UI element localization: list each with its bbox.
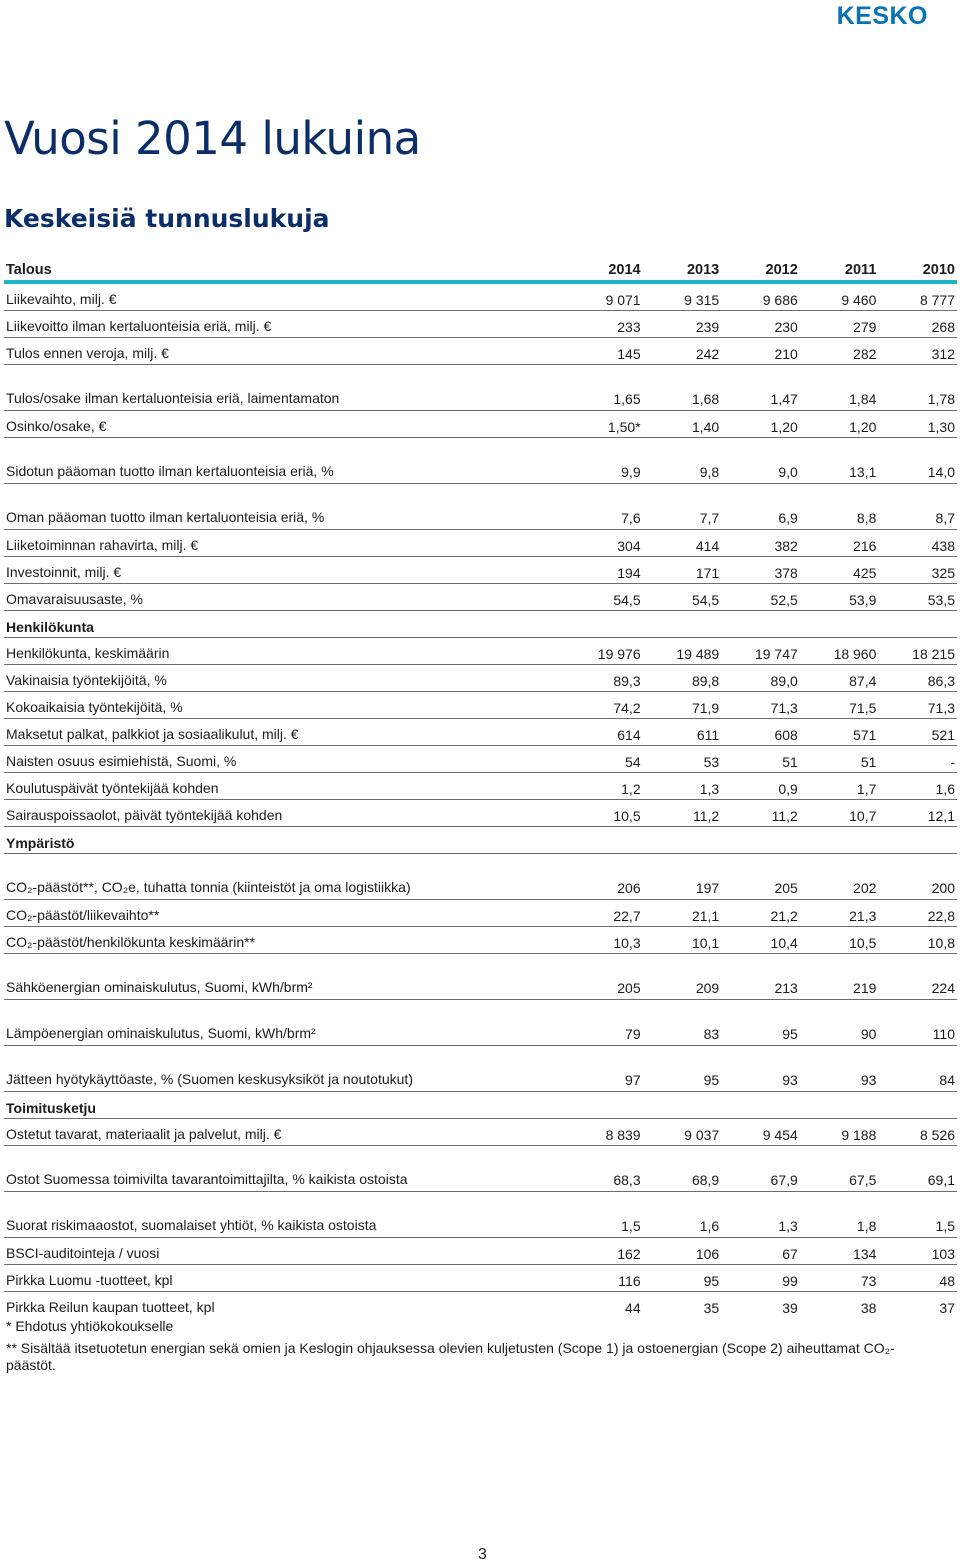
- row-label: Ostetut tavarat, materiaalit ja palvelut, milj. €: [4, 1119, 564, 1146]
- cell-2011: 87,4: [800, 665, 879, 692]
- cell-2014: 19 976: [564, 638, 643, 665]
- cell-2010: 8 777: [878, 282, 957, 311]
- cell-2010: 521: [878, 719, 957, 746]
- row-label: Ostot Suomessa toimivilta tavarantoimittajilta, % kaikista ostoista: [4, 1146, 564, 1192]
- cell-2010: 10,8: [878, 927, 957, 954]
- table-row: [4, 1119, 957, 1146]
- row-label: CO₂-päästöt/henkilökunta keskimäärin**: [4, 927, 564, 954]
- cell-2014: 10,3: [564, 927, 643, 954]
- cell-2014: 1,50*: [564, 411, 643, 438]
- table-row: [4, 1000, 957, 1046]
- cell-2011: 73: [800, 1265, 879, 1292]
- cell-2012: 21,2: [721, 900, 800, 927]
- cell-2014: 1,5: [564, 1192, 643, 1238]
- cell-2011: 282: [800, 338, 879, 365]
- table-row: [4, 927, 957, 954]
- row-label: Naisten osuus esimiehistä, Suomi, %: [4, 746, 564, 773]
- cell-2010: 1,30: [878, 411, 957, 438]
- cell-2011: 8,8: [800, 484, 879, 530]
- cell-2011: 425: [800, 557, 879, 584]
- table-row: [4, 411, 957, 438]
- table-row: [4, 484, 957, 530]
- table-row: [4, 900, 957, 927]
- header-year: 2010: [922, 262, 955, 278]
- cell-2012: 67: [721, 1238, 800, 1265]
- cell-2010: 1,5: [878, 1192, 957, 1238]
- cell-2012: 19 747: [721, 638, 800, 665]
- footnote: * Ehdotus yhtiökokoukselle: [6, 1318, 174, 1334]
- cell-2010: 69,1: [878, 1146, 957, 1192]
- cell-2013: 9,8: [643, 438, 722, 484]
- cell-2010: 84: [878, 1046, 957, 1092]
- table-row: [4, 311, 957, 338]
- table-row: [4, 746, 957, 773]
- cell-2011: 9 460: [800, 282, 879, 311]
- cell-2013: 83: [643, 1000, 722, 1046]
- row-label: Omavaraisuusaste, %: [4, 584, 564, 611]
- row-label: BSCI-auditointeja / vuosi: [4, 1238, 564, 1265]
- table-row: [4, 1292, 957, 1319]
- cell-2013: 197: [643, 854, 722, 900]
- cell-2010: 37: [939, 1300, 955, 1316]
- cell-2012: 6,9: [721, 484, 800, 530]
- row-label: Suorat riskimaaostot, suomalaiset yhtiöt, % kaikista ostoista: [4, 1192, 564, 1238]
- header-talous: Talous: [6, 262, 52, 278]
- cell-2014: 10,5: [564, 800, 643, 827]
- cell-2012: 213: [721, 954, 800, 1000]
- section-row: [4, 827, 957, 854]
- row-label: Investoinnit, milj. €: [4, 557, 564, 584]
- cell-2010: 110: [878, 1000, 957, 1046]
- cell-2012: 205: [721, 854, 800, 900]
- row-label: Sähköenergian ominaiskulutus, Suomi, kWh/brm²: [4, 954, 564, 1000]
- row-label: Tulos/osake ilman kertaluonteisia eriä, laimentamaton: [4, 365, 564, 411]
- table-row: [4, 438, 957, 484]
- cell-2011: 219: [800, 954, 879, 1000]
- cell-2012: 67,9: [721, 1146, 800, 1192]
- cell-2011: 10,7: [800, 800, 879, 827]
- table-header-row: [4, 252, 957, 282]
- cell-2013: 1,6: [643, 1192, 722, 1238]
- cell-2010: 1,6: [878, 773, 957, 800]
- row-label: Liikevaihto, milj. €: [4, 282, 564, 311]
- cell-2014: 79: [564, 1000, 643, 1046]
- cell-2014: 206: [564, 854, 643, 900]
- cell-2013: 171: [643, 557, 722, 584]
- cell-2011: 1,20: [800, 411, 879, 438]
- cell-2014: 145: [564, 338, 643, 365]
- cell-2013: 106: [643, 1238, 722, 1265]
- cell-2011: 38: [860, 1300, 877, 1316]
- cell-2011: 134: [800, 1238, 879, 1265]
- cell-2014: 44: [625, 1300, 641, 1316]
- header-year: 2014: [608, 262, 641, 278]
- cell-2013: 95: [643, 1046, 722, 1092]
- cell-2013: 71,9: [643, 692, 722, 719]
- cell-2013: 414: [643, 530, 722, 557]
- row-label: Osinko/osake, €: [4, 411, 564, 438]
- cell-2012: 52,5: [721, 584, 800, 611]
- table-row: [4, 530, 957, 557]
- cell-2010: 18 215: [878, 638, 957, 665]
- cell-2011: 216: [800, 530, 879, 557]
- cell-2010: 48: [878, 1265, 957, 1292]
- row-label: Koulutuspäivät työntekijää kohden: [4, 773, 564, 800]
- cell-2012: 95: [721, 1000, 800, 1046]
- cell-2013: 95: [643, 1265, 722, 1292]
- cell-2010: 103: [878, 1238, 957, 1265]
- cell-2010: 1,78: [878, 365, 957, 411]
- cell-2013: 9 315: [643, 282, 722, 311]
- cell-2014: 1,2: [564, 773, 643, 800]
- cell-2014: 8 839: [564, 1119, 643, 1146]
- cell-2014: 54: [564, 746, 643, 773]
- section-row: [4, 1092, 957, 1119]
- cell-2011: 13,1: [800, 438, 879, 484]
- cell-2013: 21,1: [643, 900, 722, 927]
- cell-2013: 242: [643, 338, 722, 365]
- cell-2013: 89,8: [643, 665, 722, 692]
- cell-2012: 9 686: [721, 282, 800, 311]
- cell-2010: -: [878, 746, 957, 773]
- cell-2011: 71,5: [800, 692, 879, 719]
- cell-2014: 89,3: [564, 665, 643, 692]
- cell-2010: 268: [878, 311, 957, 338]
- row-label: Sairauspoissaolot, päivät työntekijää kohden: [4, 800, 564, 827]
- table-row: [4, 584, 957, 611]
- cell-2010: 8 526: [878, 1119, 957, 1146]
- cell-2010: 200: [878, 854, 957, 900]
- cell-2014: 614: [564, 719, 643, 746]
- cell-2014: 233: [564, 311, 643, 338]
- kesko-logo: KESKO: [836, 2, 928, 30]
- cell-2013: 239: [643, 311, 722, 338]
- cell-2013: 1,40: [643, 411, 722, 438]
- table-row: [4, 1238, 957, 1265]
- cell-2012: 210: [721, 338, 800, 365]
- cell-2014: 205: [564, 954, 643, 1000]
- section-heading: Henkilökunta: [4, 611, 957, 638]
- cell-2012: 51: [721, 746, 800, 773]
- cell-2012: 71,3: [721, 692, 800, 719]
- header-year: 2012: [765, 262, 798, 278]
- cell-2014: 7,6: [564, 484, 643, 530]
- table-row: [4, 1192, 957, 1238]
- cell-2013: 19 489: [643, 638, 722, 665]
- cell-2013: 209: [643, 954, 722, 1000]
- cell-2010: 12,1: [878, 800, 957, 827]
- cell-2012: 10,4: [721, 927, 800, 954]
- cell-2010: 14,0: [878, 438, 957, 484]
- cell-2014: 162: [564, 1238, 643, 1265]
- cell-2011: 10,5: [800, 927, 879, 954]
- cell-2013: 611: [643, 719, 722, 746]
- cell-2011: 202: [800, 854, 879, 900]
- cell-2011: 21,3: [800, 900, 879, 927]
- cell-2012: 230: [721, 311, 800, 338]
- table-row: [4, 338, 957, 365]
- section-heading: Ympäristö: [4, 827, 957, 854]
- table-row: [4, 773, 957, 800]
- cell-2012: 99: [721, 1265, 800, 1292]
- cell-2011: 1,7: [800, 773, 879, 800]
- cell-2010: 224: [878, 954, 957, 1000]
- cell-2012: 608: [721, 719, 800, 746]
- cell-2011: 1,84: [800, 365, 879, 411]
- cell-2014: 304: [564, 530, 643, 557]
- cell-2014: 116: [564, 1265, 643, 1292]
- table-row: [4, 954, 957, 1000]
- cell-2010: 71,3: [878, 692, 957, 719]
- row-label: Liiketoiminnan rahavirta, milj. €: [4, 530, 564, 557]
- table-body: [4, 282, 957, 1318]
- table-row: [4, 365, 957, 411]
- cell-2014: 22,7: [564, 900, 643, 927]
- row-label: Jätteen hyötykäyttöaste, % (Suomen keskusyksiköt ja noutotukut): [4, 1046, 564, 1092]
- cell-2012: 0,9: [721, 773, 800, 800]
- row-label: Tulos ennen veroja, milj. €: [4, 338, 564, 365]
- row-label: Pirkka Luomu -tuotteet, kpl: [4, 1265, 564, 1292]
- cell-2011: 53,9: [800, 584, 879, 611]
- cell-2011: 18 960: [800, 638, 879, 665]
- row-label: CO₂-päästöt**, CO₂e, tuhatta tonnia (kiinteistöt ja oma logistiikka): [4, 854, 564, 900]
- cell-2012: 1,20: [721, 411, 800, 438]
- page-title: Vuosi 2014 lukuina: [4, 112, 421, 165]
- cell-2014: 74,2: [564, 692, 643, 719]
- cell-2010: 22,8: [878, 900, 957, 927]
- section-heading: Toimitusketju: [4, 1092, 957, 1119]
- cell-2010: 312: [878, 338, 957, 365]
- cell-2013: 53: [643, 746, 722, 773]
- cell-2012: 382: [721, 530, 800, 557]
- cell-2014: 68,3: [564, 1146, 643, 1192]
- table-row: [4, 282, 957, 311]
- cell-2014: 9,9: [564, 438, 643, 484]
- cell-2012: 1,3: [721, 1192, 800, 1238]
- cell-2011: 571: [800, 719, 879, 746]
- cell-2014: 54,5: [564, 584, 643, 611]
- cell-2014: 194: [564, 557, 643, 584]
- cell-2010: 325: [878, 557, 957, 584]
- table-row: [4, 1046, 957, 1092]
- table-row: [4, 800, 957, 827]
- cell-2012: 89,0: [721, 665, 800, 692]
- footnote: ** Sisältää itsetuotetun energian sekä omien ja Keslogin ohjauksessa olevien kuljetusten (Scope 1) ja ostoenergian (Scope 2) aiheuttamat CO₂-päästöt.: [6, 1340, 895, 1373]
- cell-2014: 9 071: [564, 282, 643, 311]
- cell-2012: 9 454: [721, 1119, 800, 1146]
- row-label: Maksetut palkat, palkkiot ja sosiaalikulut, milj. €: [4, 719, 564, 746]
- table-row: [4, 854, 957, 900]
- cell-2010: 438: [878, 530, 957, 557]
- cell-2013: 10,1: [643, 927, 722, 954]
- footnotes: [6, 1318, 936, 1379]
- row-label: Lämpöenergian ominaiskulutus, Suomi, kWh/brm²: [4, 1000, 564, 1046]
- cell-2010: 53,5: [878, 584, 957, 611]
- table-row: [4, 692, 957, 719]
- cell-2013: 7,7: [643, 484, 722, 530]
- cell-2011: 9 188: [800, 1119, 879, 1146]
- cell-2011: 93: [800, 1046, 879, 1092]
- table-row: [4, 719, 957, 746]
- table-row: [4, 1265, 957, 1292]
- row-label: Vakinaisia työntekijöitä, %: [4, 665, 564, 692]
- cell-2013: 35: [703, 1300, 720, 1316]
- cell-2012: 9,0: [721, 438, 800, 484]
- section-row: [4, 611, 957, 638]
- header-year: 2013: [686, 262, 720, 278]
- row-label: Liikevoitto ilman kertaluonteisia eriä, milj. €: [4, 311, 564, 338]
- row-label: Henkilökunta, keskimäärin: [4, 638, 564, 665]
- cell-2012: 1,47: [721, 365, 800, 411]
- table-row: [4, 1146, 957, 1192]
- row-label: CO₂-päästöt/liikevaihto**: [4, 900, 564, 927]
- header-year: 2011: [844, 262, 877, 278]
- cell-2010: 8,7: [878, 484, 957, 530]
- cell-2011: 90: [800, 1000, 879, 1046]
- cell-2010: 86,3: [878, 665, 957, 692]
- row-label: Pirkka Reilun kaupan tuotteet, kpl: [6, 1299, 215, 1315]
- cell-2011: 279: [800, 311, 879, 338]
- cell-2011: 1,8: [800, 1192, 879, 1238]
- table-row: [4, 665, 957, 692]
- cell-2014: 1,65: [564, 365, 643, 411]
- table-row: [4, 557, 957, 584]
- row-label: Kokoaikaisia työntekijöitä, %: [4, 692, 564, 719]
- row-label: Oman pääoman tuotto ilman kertaluonteisia eriä, %: [4, 484, 564, 530]
- cell-2012: 11,2: [721, 800, 800, 827]
- table-row: [4, 638, 957, 665]
- cell-2013: 1,68: [643, 365, 722, 411]
- page-number: 3: [478, 1546, 487, 1563]
- cell-2012: 378: [721, 557, 800, 584]
- cell-2011: 51: [800, 746, 879, 773]
- cell-2013: 11,2: [643, 800, 722, 827]
- cell-2014: 97: [564, 1046, 643, 1092]
- cell-2012: 93: [721, 1046, 800, 1092]
- row-label: Sidotun pääoman tuotto ilman kertaluonteisia eriä, %: [4, 438, 564, 484]
- cell-2013: 1,3: [643, 773, 722, 800]
- key-figures-table: [4, 252, 957, 1318]
- cell-2011: 67,5: [800, 1146, 879, 1192]
- section-title: Keskeisiä tunnuslukuja: [4, 204, 330, 233]
- cell-2013: 68,9: [643, 1146, 722, 1192]
- cell-2013: 9 037: [643, 1119, 722, 1146]
- cell-2013: 54,5: [643, 584, 722, 611]
- cell-2012: 39: [782, 1300, 798, 1316]
